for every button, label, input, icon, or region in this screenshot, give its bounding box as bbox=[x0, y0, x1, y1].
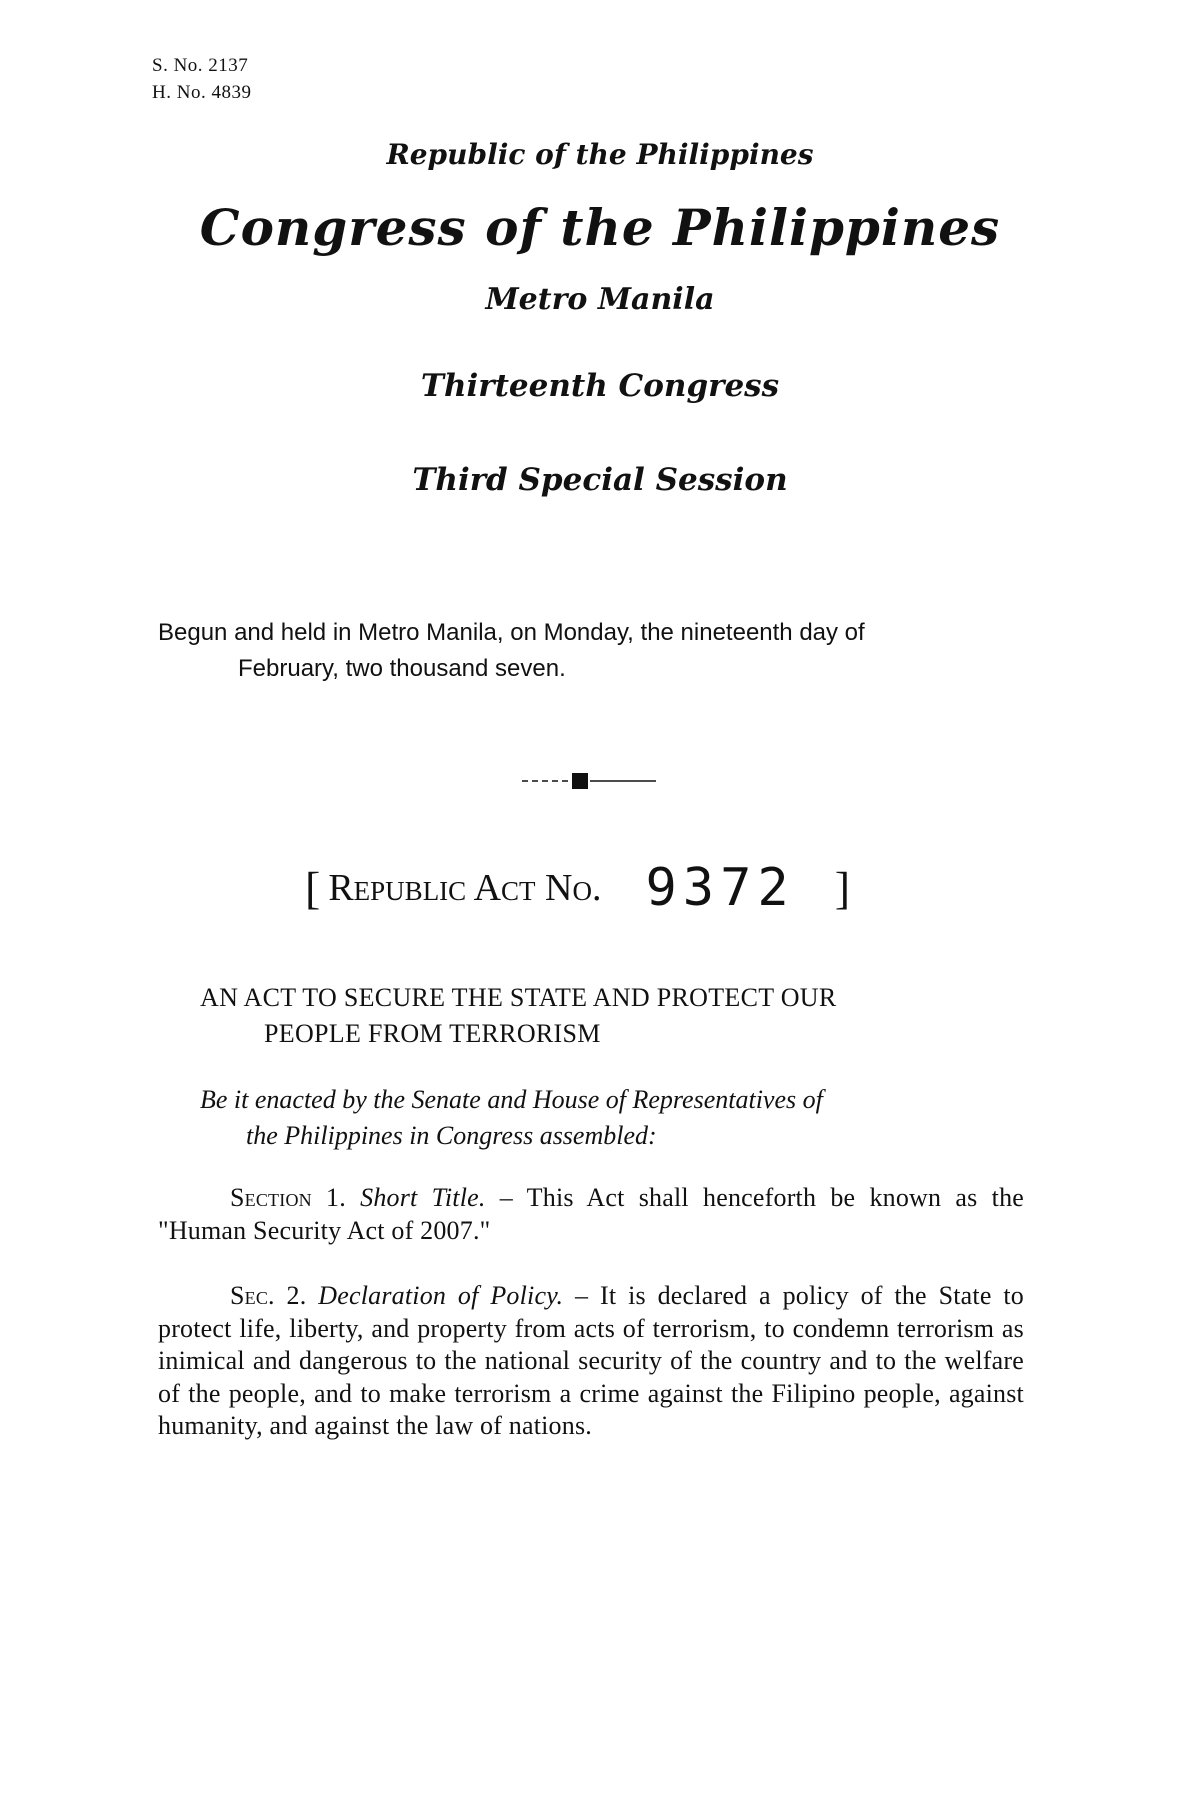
house-bill-number: H. No. 4839 bbox=[152, 82, 252, 103]
section-2-label: Sec. 2. bbox=[230, 1281, 307, 1310]
congress-heading: Congress of the Philippines bbox=[199, 198, 1001, 257]
location-heading: Metro Manila bbox=[485, 282, 715, 317]
begun-line-2: February, two thousand seven. bbox=[238, 655, 566, 682]
section-2-text: – It is declared a policy of the State to protect life, liberty, and property from acts of terrorism, to condemn terrorism as inimical and dangerous to the national security of the country and to the welfare of the people, and to make terrorism a crime against the Filipino people, against humanity, and against the law of nations. bbox=[158, 1281, 1024, 1440]
divider-ornament bbox=[522, 771, 656, 791]
section-1-text: – This Act shall henceforth be known as the "Human Security Act of 2007." bbox=[158, 1183, 1025, 1245]
section-1 bbox=[158, 1182, 1024, 1247]
open-bracket: [ bbox=[305, 862, 321, 914]
section-1-paragraph bbox=[158, 1182, 1024, 1247]
republic-act-number: 9372 bbox=[645, 858, 795, 918]
act-title bbox=[200, 980, 1020, 1052]
congress-number-heading: Thirteenth Congress bbox=[420, 368, 780, 404]
close-bracket: ] bbox=[834, 862, 851, 914]
republic-heading: Republic of the Philippines bbox=[386, 138, 814, 171]
section-1-title: Short Title. bbox=[360, 1183, 486, 1212]
section-2 bbox=[158, 1280, 1024, 1443]
bill-numbers bbox=[152, 52, 251, 106]
republic-act-number-line bbox=[305, 858, 850, 918]
republic-act-label: Republic Act No. bbox=[328, 867, 602, 909]
act-title-line-1: AN ACT TO SECURE THE STATE AND PROTECT OUR bbox=[200, 983, 837, 1012]
section-2-title: Declaration of Policy. bbox=[318, 1281, 564, 1310]
begun-statement bbox=[158, 615, 1028, 687]
act-title-line-2: PEOPLE FROM TERRORISM bbox=[264, 1019, 601, 1048]
enacting-clause-line-1: Be it enacted by the Senate and House of Representatives of bbox=[200, 1085, 823, 1114]
enacting-clause-line-2: the Philippines in Congress assembled: bbox=[246, 1121, 657, 1150]
section-2-paragraph bbox=[158, 1280, 1024, 1443]
enacting-clause bbox=[200, 1082, 1020, 1154]
session-heading: Third Special Session bbox=[412, 462, 788, 498]
section-1-label: Section 1. bbox=[230, 1183, 346, 1212]
begun-line-1: Begun and held in Metro Manila, on Monday, the nineteenth day of bbox=[158, 619, 865, 646]
senate-bill-number: S. No. 2137 bbox=[152, 55, 249, 76]
